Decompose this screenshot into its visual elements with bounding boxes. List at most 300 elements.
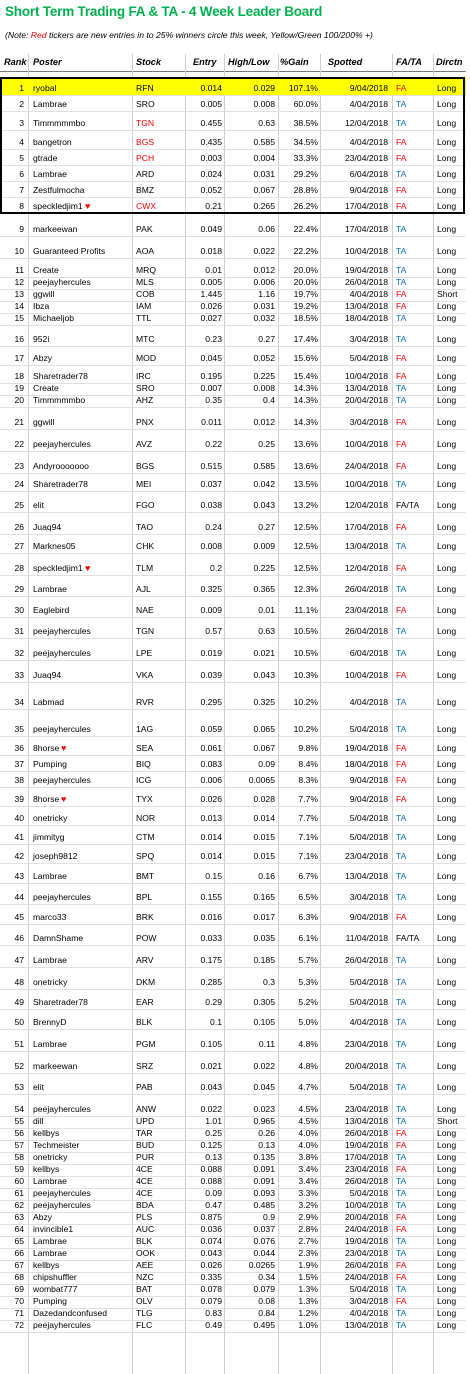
direction-cell: Long (437, 1308, 457, 1318)
stock-cell: ANW (136, 1104, 157, 1114)
stock-cell: PNX (136, 417, 154, 427)
high-low-cell: 0.014 (253, 813, 275, 823)
leaderboard-table (0, 77, 470, 1333)
high-low-cell: 0.485 (253, 1200, 275, 1210)
gain-cell: 18.5% (293, 313, 318, 323)
spotted-cell: 26/04/2018 (344, 1128, 388, 1138)
header-entry[interactable]: Entry (193, 57, 217, 67)
direction-cell: Long (437, 185, 457, 195)
rank-cell: 40 (14, 813, 24, 823)
stock-cell: BMZ (136, 185, 155, 195)
table-row[interactable] (0, 990, 466, 1010)
spotted-cell: 23/04/2018 (344, 1164, 388, 1174)
gain-cell: 15.6% (293, 353, 318, 363)
entry-cell: 0.022 (200, 1104, 222, 1114)
spotted-cell: 9/04/2018 (349, 185, 388, 195)
poster-cell: Sharetrader78 (33, 479, 88, 489)
gain-cell: 20.0% (293, 277, 318, 287)
table-row[interactable] (0, 166, 466, 182)
rank-cell: 2 (19, 99, 24, 109)
spotted-cell: 4/04/2018 (349, 137, 388, 147)
spotted-cell: 13/04/2018 (344, 383, 388, 393)
fa-ta-cell: TA (396, 697, 407, 707)
direction-cell: Long (437, 1188, 457, 1198)
direction-cell: Long (437, 383, 457, 393)
table-row[interactable] (0, 112, 466, 131)
poster-cell: Sharetrader78 (33, 371, 88, 381)
fa-ta-cell: TA (396, 851, 407, 861)
poster-cell: Lambrae (33, 871, 67, 881)
fa-ta-cell: TA (396, 395, 407, 405)
high-low-cell: 0.365 (253, 584, 275, 594)
spotted-cell: 4/04/2018 (349, 99, 388, 109)
table-row[interactable] (0, 968, 466, 990)
poster-cell: DamnShame (33, 933, 84, 943)
direction-cell: Long (437, 605, 457, 615)
heart-icon: ♥ (61, 743, 67, 753)
entry-cell: 0.195 (200, 371, 222, 381)
rank-cell: 54 (14, 1104, 24, 1114)
entry-cell: 0.09 (205, 1188, 222, 1198)
spotted-cell: 10/04/2018 (344, 670, 388, 680)
rank-cell: 63 (14, 1212, 24, 1222)
table-row[interactable] (0, 131, 466, 150)
gain-cell: 7.7% (298, 813, 318, 823)
poster-cell: Pumping (33, 1296, 67, 1306)
table-row[interactable] (0, 214, 466, 237)
rank-cell: 3 (19, 118, 24, 128)
rank-cell: 57 (14, 1140, 24, 1150)
table-row[interactable] (0, 597, 466, 618)
table-row[interactable] (0, 1095, 466, 1117)
stock-cell: BLK (136, 1236, 153, 1246)
direction-cell: Long (437, 153, 457, 163)
fa-ta-cell: FA (396, 1296, 407, 1306)
high-low-cell: 0.4 (263, 395, 275, 405)
fa-ta-cell: FA (396, 353, 407, 363)
poster-cell: invincible1 (33, 1224, 74, 1234)
spotted-cell: 17/04/2018 (344, 1152, 388, 1162)
poster-cell: Marknes05 (33, 541, 76, 551)
table-row[interactable] (0, 474, 466, 492)
gain-cell: 1.5% (298, 1272, 318, 1282)
rank-cell: 33 (14, 670, 24, 680)
table-row[interactable] (0, 554, 466, 576)
high-low-cell: 0.093 (253, 1188, 275, 1198)
direction-cell: Long (437, 648, 457, 658)
table-row[interactable] (0, 77, 466, 96)
fa-ta-cell: FA (396, 1128, 407, 1138)
spotted-cell: 17/04/2018 (344, 522, 388, 532)
entry-cell: 0.009 (200, 605, 222, 615)
gain-cell: 5.7% (298, 955, 318, 965)
spotted-cell: 18/04/2018 (344, 759, 388, 769)
table-row[interactable] (0, 452, 466, 474)
rank-cell: 12 (14, 277, 24, 287)
rank-cell: 29 (14, 584, 24, 594)
table-row[interactable] (0, 535, 466, 554)
fa-ta-cell: FA (396, 1212, 407, 1222)
table-row[interactable] (0, 905, 466, 925)
poster-cell: peejayhercules (33, 1200, 91, 1210)
high-low-cell: 0.076 (253, 1236, 275, 1246)
poster-cell: Juaq94 (33, 670, 62, 680)
high-low-cell: 0.091 (253, 1164, 275, 1174)
poster-cell: onetricky (33, 1152, 68, 1162)
rank-cell: 62 (14, 1200, 24, 1210)
entry-cell: 0.027 (200, 313, 222, 323)
entry-cell: 0.074 (200, 1236, 222, 1246)
high-low-cell: 0.63 (258, 118, 275, 128)
entry-cell: 0.016 (200, 912, 222, 922)
stock-cell: IAM (136, 301, 152, 311)
poster-cell: Abzy (33, 353, 53, 363)
fa-ta-cell: TA (396, 1176, 407, 1186)
direction-cell: Long (437, 1272, 457, 1282)
entry-cell: 0.078 (200, 1284, 222, 1294)
rank-cell: 36 (14, 743, 24, 753)
spotted-cell: 5/04/2018 (349, 353, 388, 363)
gain-cell: 4.8% (298, 1039, 318, 1049)
poster-cell: Guaranteed Profits (33, 246, 106, 256)
high-low-cell: 0.015 (253, 832, 275, 842)
table-row[interactable] (0, 326, 466, 347)
high-low-cell: 0.035 (253, 933, 275, 943)
direction-cell: Long (437, 1284, 457, 1294)
fa-ta-cell: TA (396, 1236, 407, 1246)
spotted-cell: 19/04/2018 (344, 1236, 388, 1246)
rank-cell: 18 (14, 371, 24, 381)
entry-cell: 0.059 (200, 724, 222, 734)
rank-cell: 27 (14, 541, 24, 551)
table-row[interactable] (0, 1321, 466, 1333)
table-row[interactable] (0, 845, 466, 864)
rank-cell: 4 (19, 137, 24, 147)
spotted-cell: 12/04/2018 (344, 500, 388, 510)
spotted-cell: 9/04/2018 (349, 83, 388, 93)
gain-cell: 33.3% (293, 153, 318, 163)
table-row[interactable] (0, 737, 466, 756)
table-row[interactable] (0, 639, 466, 661)
table-row[interactable] (0, 661, 466, 683)
high-low-cell: 0.017 (253, 912, 275, 922)
high-low-cell: 0.023 (253, 1104, 275, 1114)
rank-cell: 67 (14, 1260, 24, 1270)
direction-cell: Long (437, 1061, 457, 1071)
gain-cell: 13.5% (293, 479, 318, 489)
poster-cell: 952i (33, 334, 50, 344)
header-rank[interactable]: Rank (4, 57, 27, 67)
table-row[interactable] (0, 576, 466, 597)
high-low-cell: 0.065 (253, 724, 275, 734)
stock-cell: CHK (136, 541, 155, 551)
stock-cell: OOK (136, 1248, 156, 1258)
stock-cell: NZC (136, 1272, 154, 1282)
direction-cell: Long (437, 461, 457, 471)
fa-ta-cell: TA (396, 1116, 407, 1126)
fa-ta-cell: FA (396, 185, 407, 195)
gain-cell: 1.0% (298, 1320, 318, 1330)
high-low-cell: 0.585 (253, 137, 275, 147)
fa-ta-cell: FA/TA (396, 933, 420, 943)
spotted-cell: 17/04/2018 (344, 224, 388, 234)
stock-cell: MEI (136, 479, 152, 489)
spotted-cell: 9/04/2018 (349, 794, 388, 804)
stock-cell: AOA (136, 246, 155, 256)
table-row[interactable] (0, 182, 466, 198)
fa-ta-cell: TA (396, 265, 407, 275)
high-low-cell: 0.27 (258, 334, 275, 344)
fa-ta-cell: TA (396, 313, 407, 323)
fa-ta-cell: TA (396, 1248, 407, 1258)
header-spotted[interactable]: Spotted (328, 57, 363, 67)
stock-cell: TYX (136, 794, 153, 804)
table-row[interactable] (0, 237, 466, 259)
entry-cell: 0.006 (200, 775, 222, 785)
rank-cell: 14 (14, 301, 24, 311)
table-row[interactable] (0, 259, 466, 278)
poster-cell: Timmmmmbo (33, 118, 86, 128)
high-low-cell: 0.015 (253, 851, 275, 861)
header-direction[interactable]: Dirctn (436, 57, 463, 67)
gain-cell: 107.1% (288, 83, 318, 93)
direction-cell: Long (437, 1320, 457, 1330)
stock-cell: POW (136, 933, 157, 943)
table-row[interactable] (0, 826, 466, 845)
rank-cell: 69 (14, 1284, 24, 1294)
table-row[interactable] (0, 946, 466, 968)
table-row[interactable] (0, 150, 466, 166)
table-row[interactable] (0, 618, 466, 639)
stock-cell: BGS (136, 461, 155, 471)
spotted-cell: 3/04/2018 (349, 417, 388, 427)
table-row[interactable] (0, 513, 466, 535)
table-row[interactable] (0, 756, 466, 772)
poster-cell: peejayhercules (33, 775, 91, 785)
high-low-cell: 0.008 (253, 383, 275, 393)
entry-cell: 0.21 (205, 201, 222, 211)
direction-cell: Long (437, 1104, 457, 1114)
stock-cell: FLC (136, 1320, 153, 1330)
poster-cell: Lambrae (33, 1176, 67, 1186)
high-low-cell: 0.028 (253, 794, 275, 804)
fa-ta-cell: TA (396, 1152, 407, 1162)
gain-cell: 12.5% (293, 522, 318, 532)
gain-cell: 8.4% (298, 759, 318, 769)
entry-cell: 0.018 (200, 246, 222, 256)
spotted-cell: 4/04/2018 (349, 289, 388, 299)
poster-cell: wombat777 (33, 1284, 78, 1294)
direction-cell: Long (437, 1082, 457, 1092)
fa-ta-cell: TA (396, 118, 407, 128)
rank-cell: 30 (14, 605, 24, 615)
table-row[interactable] (0, 772, 466, 788)
table-row[interactable] (0, 96, 466, 112)
direction-cell: Long (437, 759, 457, 769)
high-low-cell: 0.021 (253, 648, 275, 658)
spotted-cell: 12/04/2018 (344, 563, 388, 573)
rank-cell: 60 (14, 1176, 24, 1186)
poster-cell: speckledjim1 (33, 563, 83, 573)
gain-cell: 19.7% (293, 289, 318, 299)
stock-cell: TAO (136, 522, 154, 532)
table-row[interactable] (0, 314, 466, 326)
stock-cell: TGN (136, 118, 155, 128)
table-row[interactable] (0, 1030, 466, 1052)
spotted-cell: 5/04/2018 (349, 832, 388, 842)
gain-cell: 4.0% (298, 1128, 318, 1138)
gain-cell: 5.0% (298, 1017, 318, 1027)
direction-cell: Long (437, 851, 457, 861)
direction-cell: Long (437, 313, 457, 323)
gain-cell: 19.2% (293, 301, 318, 311)
table-row[interactable] (0, 710, 466, 737)
entry-cell: 0.013 (200, 813, 222, 823)
spotted-cell: 23/04/2018 (344, 1248, 388, 1258)
high-low-cell: 0.84 (258, 1308, 275, 1318)
spotted-cell: 5/04/2018 (349, 1188, 388, 1198)
direction-cell: Long (437, 1164, 457, 1174)
high-low-cell: 0.012 (253, 265, 275, 275)
spotted-cell: 10/04/2018 (344, 479, 388, 489)
table-row[interactable] (0, 492, 466, 513)
high-low-cell: 0.225 (253, 371, 275, 381)
poster-cell: onetricky (33, 977, 68, 987)
rank-cell: 35 (14, 724, 24, 734)
spotted-cell: 13/04/2018 (344, 871, 388, 881)
direction-cell: Long (437, 500, 457, 510)
gain-cell: 12.3% (293, 584, 318, 594)
gain-cell: 5.2% (298, 997, 318, 1007)
poster-cell: Andyrooooooo (33, 461, 89, 471)
entry-cell: 0.043 (200, 1248, 222, 1258)
table-row[interactable] (0, 366, 466, 384)
entry-cell: 0.049 (200, 224, 222, 234)
direction-cell: Long (437, 417, 457, 427)
gain-cell: 1.3% (298, 1296, 318, 1306)
header-fa-ta[interactable]: FA/TA (396, 57, 422, 67)
stock-cell: 4CE (136, 1188, 153, 1198)
entry-cell: 0.026 (200, 794, 222, 804)
rank-cell: 16 (14, 334, 24, 344)
high-low-cell: 0.029 (253, 83, 275, 93)
high-low-cell: 0.045 (253, 1082, 275, 1092)
gain-cell: 3.4% (298, 1176, 318, 1186)
header-stock[interactable]: Stock (136, 57, 162, 67)
spotted-cell: 20/04/2018 (344, 1061, 388, 1071)
table-row[interactable] (0, 430, 466, 452)
rank-cell: 19 (14, 383, 24, 393)
table-row[interactable] (0, 1010, 466, 1030)
spotted-cell: 13/04/2018 (344, 541, 388, 551)
header-poster[interactable]: Poster (33, 57, 62, 67)
rank-cell: 44 (14, 892, 24, 902)
rank-cell: 32 (14, 648, 24, 658)
table-row[interactable] (0, 884, 466, 905)
entry-cell: 0.005 (200, 99, 222, 109)
table-row[interactable] (0, 807, 466, 826)
fa-ta-cell: TA (396, 169, 407, 179)
spotted-cell: 10/04/2018 (344, 246, 388, 256)
poster-cell: onetricky (33, 813, 68, 823)
rank-cell: 45 (14, 912, 24, 922)
table-row[interactable] (0, 396, 466, 408)
poster-cell: dill (33, 1116, 44, 1126)
spotted-cell: 5/04/2018 (349, 724, 388, 734)
rank-cell: 51 (14, 1039, 24, 1049)
fa-ta-cell: TA (396, 626, 407, 636)
stock-cell: SRO (136, 383, 155, 393)
table-row[interactable] (0, 788, 466, 807)
poster-cell: elit (33, 500, 44, 510)
entry-cell: 0.1 (210, 1017, 222, 1027)
stock-cell: FGO (136, 500, 155, 510)
stock-cell: IRC (136, 371, 151, 381)
table-row[interactable] (0, 864, 466, 884)
entry-cell: 0.23 (205, 334, 222, 344)
spotted-cell: 24/04/2018 (344, 1224, 388, 1234)
high-low-cell: 0.022 (253, 246, 275, 256)
table-row[interactable] (0, 198, 466, 214)
gain-cell: 13.6% (293, 439, 318, 449)
rank-cell: 71 (14, 1308, 24, 1318)
entry-cell: 0.175 (200, 955, 222, 965)
rank-cell: 15 (14, 313, 24, 323)
spotted-cell: 3/04/2018 (349, 334, 388, 344)
poster-cell: markeewan (33, 224, 78, 234)
gain-cell: 1.9% (298, 1260, 318, 1270)
table-row[interactable] (0, 683, 466, 710)
fa-ta-cell: FA (396, 1164, 407, 1174)
direction-cell: Long (437, 724, 457, 734)
spotted-cell: 9/04/2018 (349, 775, 388, 785)
header-high-low[interactable]: High/Low (228, 57, 270, 67)
direction-cell: Long (437, 1128, 457, 1138)
direction-cell: Long (437, 743, 457, 753)
high-low-cell: 0.11 (258, 1039, 275, 1049)
header-gain[interactable]: %Gain (280, 57, 309, 67)
table-row[interactable] (0, 347, 466, 366)
gain-cell: 13.2% (293, 500, 318, 510)
stock-cell: BMT (136, 871, 155, 881)
spotted-cell: 6/04/2018 (349, 169, 388, 179)
high-low-cell: 0.225 (253, 563, 275, 573)
poster-cell: Pumping (33, 759, 67, 769)
entry-cell: 0.037 (200, 479, 222, 489)
stock-cell: 4CE (136, 1164, 153, 1174)
stock-cell: SRZ (136, 1061, 154, 1071)
fa-ta-cell: TA (396, 1308, 407, 1318)
high-low-cell: 0.004 (253, 153, 275, 163)
poster-cell: ggwill (33, 289, 55, 299)
entry-cell: 1.445 (200, 289, 222, 299)
entry-cell: 0.007 (200, 383, 222, 393)
high-low-cell: 0.26 (258, 1128, 275, 1138)
fa-ta-cell: FA (396, 563, 407, 573)
note-prefix: (Note: (5, 30, 31, 40)
entry-cell: 0.335 (200, 1272, 222, 1282)
direction-cell: Long (437, 1017, 457, 1027)
direction-cell: Long (437, 794, 457, 804)
entry-cell: 0.003 (200, 153, 222, 163)
table-row[interactable] (0, 925, 466, 946)
high-low-cell: 0.043 (253, 500, 275, 510)
poster-cell: Lambrae (33, 584, 67, 594)
stock-cell: SPQ (136, 851, 155, 861)
table-row[interactable] (0, 1074, 466, 1095)
table-row[interactable] (0, 408, 466, 430)
table-row[interactable] (0, 1052, 466, 1074)
